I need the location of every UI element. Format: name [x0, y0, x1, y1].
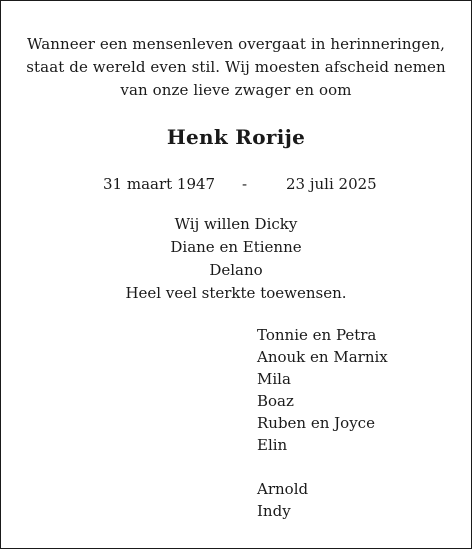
family-member: Elin [257, 436, 288, 454]
birth-date: 31 maart 1947 [103, 175, 216, 193]
family-member: Arnold [257, 480, 309, 498]
intro-line: van onze lieve zwager en oom [120, 81, 352, 99]
family-member: Mila [257, 370, 291, 388]
wishes-line: Heel veel sterkte toewensen. [125, 284, 347, 302]
family-member: Boaz [257, 392, 294, 410]
intro-text [1, 33, 471, 102]
life-dates [1, 173, 471, 195]
wishes-text [1, 213, 471, 305]
wishes-line: Wij willen Dicky [174, 215, 298, 233]
family-group-spacer [257, 456, 388, 478]
family-signatures [257, 324, 388, 522]
death-date: 23 juli 2025 [286, 175, 377, 193]
wishes-line: Diane en Etienne [170, 238, 302, 256]
family-member: Tonnie en Petra [257, 326, 377, 344]
intro-line: Wanneer een mensenleven overgaat in herinneringen, [26, 35, 445, 53]
family-member: Anouk en Marnix [257, 348, 388, 366]
deceased-name: Henk Rorije [166, 125, 306, 149]
family-member: Indy [257, 502, 291, 520]
date-separator: - [242, 175, 248, 193]
intro-line: staat de wereld even stil. Wij moesten afscheid nemen [26, 58, 446, 76]
family-member: Ruben en Joyce [257, 414, 375, 432]
wishes-line: Delano [209, 261, 263, 279]
